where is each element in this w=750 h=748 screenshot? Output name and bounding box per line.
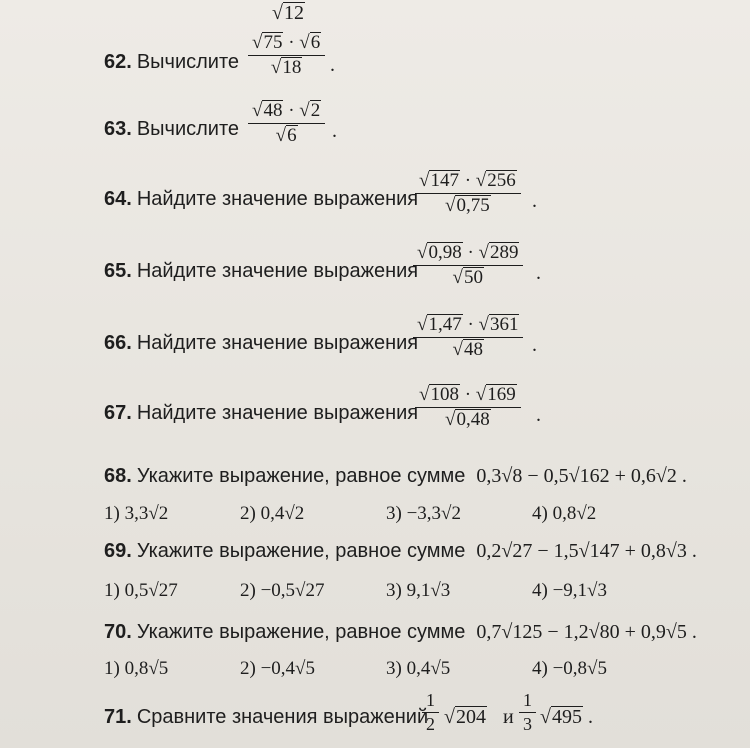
answer-option[interactable]: 1) 0,8√5	[104, 658, 169, 679]
radicand: 108	[430, 384, 459, 405]
answer-option[interactable]: 2) −0,4√5	[240, 658, 315, 679]
fraction-65: √0,98 · √289 √50	[413, 242, 523, 289]
answer-option[interactable]: 3) 0,4√5	[386, 658, 451, 679]
fraction-62: √75 · √6 √18	[248, 32, 325, 79]
period: .	[532, 334, 537, 356]
fraction-71a	[422, 690, 439, 735]
radicand: 361	[489, 314, 519, 335]
problem-67	[104, 402, 418, 425]
period: .	[330, 54, 335, 76]
problem-68	[104, 465, 687, 488]
radicand: 48	[263, 100, 283, 121]
problem-62	[104, 51, 239, 74]
radicand: 2	[310, 100, 321, 121]
answer-option[interactable]: 2) 0,4√2	[240, 503, 305, 524]
answer-option[interactable]: 3) 9,1√3	[386, 580, 451, 601]
radicand: 50	[463, 267, 483, 288]
radical-71b: √495 .	[540, 706, 593, 728]
period: .	[536, 404, 541, 426]
period: .	[536, 262, 541, 284]
radicand: 289	[489, 242, 519, 263]
answer-option[interactable]: 1) 3,3√2	[104, 503, 169, 524]
problem-label: Сравните значения выражений	[136, 706, 429, 728]
problem-number: 64.	[104, 188, 132, 210]
problem-label: Найдите значение выражения	[136, 402, 419, 424]
problem-number: 63.	[104, 118, 132, 140]
fraction-63: √48 · √2 √6	[248, 100, 325, 147]
fraction-67: √108 · √169 √0,48	[415, 384, 521, 431]
problem-number: 67.	[104, 402, 132, 424]
problem-64	[104, 188, 418, 211]
fraction-71b	[519, 690, 536, 735]
radicand: 0,98	[428, 242, 462, 263]
radicand: 204	[455, 706, 486, 728]
answer-option[interactable]: 3) −3,3√2	[386, 503, 461, 524]
problem-number: 69.	[104, 540, 132, 562]
problem-label: Вычислите	[136, 118, 240, 140]
fraction-64: √147 · √256 √0,75	[415, 170, 521, 217]
problem-expression: 0,7√125 − 1,2√80 + 0,9√5 .	[476, 621, 697, 643]
radicand: 147	[430, 170, 459, 191]
problem-number: 62.	[104, 51, 132, 73]
period: .	[332, 120, 337, 142]
problem-63	[104, 118, 239, 141]
numerator: 1	[426, 690, 435, 710]
period: .	[532, 190, 537, 212]
problem-label: Найдите значение выражения	[136, 332, 419, 354]
problem-69	[104, 540, 697, 563]
numerator: 1	[523, 690, 532, 710]
radicand: 75	[263, 32, 283, 53]
problem-number: 70.	[104, 621, 132, 643]
answer-option[interactable]: 2) −0,5√27	[240, 580, 325, 601]
radicand: 1,47	[428, 314, 462, 335]
answer-option[interactable]: 4) 0,8√2	[532, 503, 597, 524]
answer-option[interactable]: 4) −0,8√5	[532, 658, 607, 679]
problem-label: Укажите выражение, равное сумме	[136, 465, 466, 487]
denominator: 2	[426, 714, 435, 734]
radicand: 48	[463, 339, 483, 360]
radicand: 6	[287, 125, 297, 146]
radicand: 256	[487, 170, 516, 191]
answer-option[interactable]: 4) −9,1√3	[532, 580, 607, 601]
problem-label: Найдите значение выражения	[136, 188, 419, 210]
problem-70	[104, 621, 697, 644]
problem-expression: 0,3√8 − 0,5√162 + 0,6√2 .	[476, 465, 687, 487]
radicand: 169	[487, 384, 516, 405]
problem-label: Укажите выражение, равное сумме	[136, 540, 466, 562]
conjunction: и	[503, 706, 514, 728]
radicand: 0,75	[456, 195, 490, 216]
problem-71	[104, 706, 428, 729]
problem-65	[104, 260, 418, 283]
radicand: 495	[551, 706, 582, 728]
problem-expression: 0,2√27 − 1,5√147 + 0,8√3 .	[476, 540, 697, 562]
radicand: 6	[310, 32, 321, 53]
problem-number: 66.	[104, 332, 132, 354]
top-fragment: √12	[272, 2, 304, 24]
denominator: 3	[523, 714, 532, 734]
answer-option[interactable]: 1) 0,5√27	[104, 580, 178, 601]
problem-number: 71.	[104, 706, 132, 728]
problem-label: Вычислите	[136, 51, 240, 73]
radical-71a: √204	[444, 706, 486, 728]
radicand: 18	[282, 57, 302, 78]
problem-66	[104, 332, 418, 355]
problem-number: 65.	[104, 260, 132, 282]
problem-label: Найдите значение выражения	[136, 260, 419, 282]
fraction-66: √1,47 · √361 √48	[413, 314, 523, 361]
problem-label: Укажите выражение, равное сумме	[136, 621, 466, 643]
problem-number: 68.	[104, 465, 132, 487]
radicand: 0,48	[456, 409, 490, 430]
